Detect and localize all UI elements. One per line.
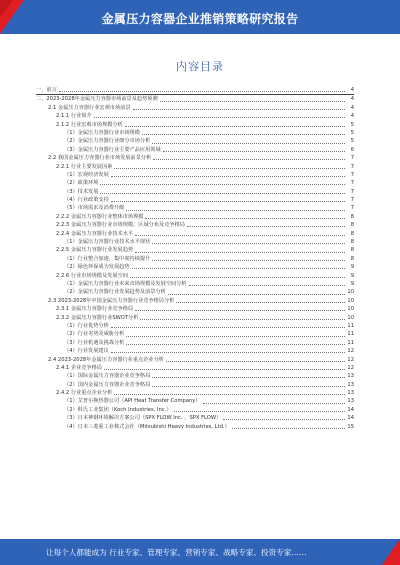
toc-entry[interactable]: [36, 137, 354, 145]
toc-entry[interactable]: [36, 305, 354, 313]
toc-entry-text: （2）国内金属压力容器企业竞争格局: [64, 381, 151, 388]
toc-page-number: 10: [347, 289, 354, 296]
toc-entry[interactable]: [36, 288, 354, 296]
header-bar: [0, 0, 400, 34]
toc-entry[interactable]: [36, 154, 354, 162]
toc-entry-text: 2.3.2 金属压力容器行业SWOT分析: [56, 314, 139, 321]
toc-page-number: 9: [350, 264, 354, 271]
toc-entry-text: （2）科氏工业集团（Koch Industries, Inc.）: [64, 406, 172, 413]
toc-entry[interactable]: [36, 171, 354, 179]
toc-entry[interactable]: [36, 356, 354, 364]
toc-leader-dots: [126, 336, 345, 337]
toc-leader-dots: [152, 377, 345, 378]
toc-page-number: 7: [350, 155, 354, 162]
toc-entry-text: 2.2.5 金属压力容器行业发展趋势: [56, 247, 134, 254]
toc-page-number: 10: [347, 297, 354, 304]
footer-red-corner: [382, 539, 400, 565]
toc-page-number: 8: [350, 255, 354, 262]
toc-entry[interactable]: [36, 213, 354, 221]
toc-leader-dots: [232, 428, 345, 429]
toc-leader-dots: [174, 411, 345, 412]
toc-page-number: 5: [350, 138, 354, 145]
toc-page-number: 4: [350, 104, 354, 111]
toc-entry-text: 2.2.4 金属压力容器行业技术水平: [56, 230, 134, 237]
toc-entry-text: 2.2.1 行业主要发展因素: [56, 163, 113, 170]
toc-entry-text: （1）艾普尔换热器公司（API Heat Transfer Company）: [64, 398, 201, 405]
toc-entry-text: （3）金属压力容器行业主要产品应用领域: [64, 146, 161, 153]
toc-leader-dots: [168, 294, 345, 295]
toc-entry-text: （4）行业发展建议: [64, 348, 109, 355]
toc-page-number: 6: [350, 146, 354, 153]
toc-entry[interactable]: [36, 86, 354, 95]
toc-entry-text: （2）行业劣势及威胁分析: [64, 331, 125, 338]
toc-entry[interactable]: [36, 146, 354, 154]
toc-entry-text: （2）金属压力容器行业发展趋势及前景分析: [64, 289, 166, 296]
toc-leader-dots: [142, 134, 345, 135]
toc-leader-dots: [189, 285, 345, 286]
toc-entry[interactable]: [36, 372, 354, 380]
toc-leader-dots: [163, 151, 345, 152]
toc-entry[interactable]: [36, 263, 354, 271]
toc-leader-dots: [152, 143, 345, 144]
toc-leader-dots: [133, 109, 345, 110]
toc-page-number: 7: [350, 197, 354, 204]
toc-entry-text: （3）技术发展: [64, 188, 99, 195]
toc-leader-dots: [135, 310, 345, 311]
toc-entry[interactable]: [36, 112, 354, 120]
toc-entry[interactable]: [36, 397, 354, 405]
toc-entry-text: 2.4.1 企业竞争格局: [56, 364, 102, 371]
toc-page-number: 7: [350, 188, 354, 195]
toc-entry[interactable]: [36, 188, 354, 196]
toc-page-number: 7: [350, 205, 354, 212]
toc-leader-dots: [125, 126, 345, 127]
toc-entry-text: 一、前言: [36, 87, 57, 93]
toc-page-number: 8: [350, 239, 354, 246]
toc-leader-dots: [130, 277, 345, 278]
toc-entry[interactable]: [36, 314, 354, 322]
toc-leader-dots: [59, 91, 345, 92]
toc-entry[interactable]: [36, 272, 354, 280]
toc-page-number: 7: [350, 171, 354, 178]
toc-page-number: 10: [347, 314, 354, 321]
toc-page-number: 13: [347, 390, 354, 397]
toc-entry[interactable]: [36, 339, 354, 347]
toc-page-number: 12: [347, 348, 354, 355]
footer-slogan: 让每个人都能成为 行业专家、管理专家、营销专家、战略专家、投资专家……: [46, 548, 307, 557]
toc-entry-text: （3）行业机遇及挑战分析: [64, 339, 125, 346]
toc-leader-dots: [153, 159, 345, 160]
toc-entry-text: 2.1.1 行业简介: [56, 113, 92, 120]
toc-page-number: 8: [350, 247, 354, 254]
toc-leader-dots: [145, 218, 345, 219]
toc-entry[interactable]: [36, 414, 354, 422]
toc-entry-text: （1）宏观经济发展: [64, 171, 109, 178]
toc-entry[interactable]: [36, 389, 354, 397]
toc-leader-dots: [104, 369, 345, 370]
toc-entry-text: （4）日本三菱重工业株式会社（Mitsubishi Heavy Industries, Ltd.）: [64, 423, 230, 430]
toc-page-number: 13: [347, 381, 354, 388]
toc-page-number: 9: [350, 272, 354, 279]
toc-entry-text: 2.2.6 行业市场规模及发展空间: [56, 272, 128, 279]
toc-leader-dots: [111, 352, 345, 353]
toc-entry-text: 二、2023-2028年金属压力容器市场前景及趋势预测: [36, 96, 158, 103]
toc-page-number: 9: [350, 280, 354, 287]
toc-leader-dots: [111, 201, 345, 202]
table-of-contents: [36, 86, 354, 431]
toc-entry[interactable]: [36, 406, 354, 414]
toc-entry[interactable]: [36, 246, 354, 254]
toc-entry[interactable]: [36, 322, 354, 330]
toc-page-number: 12: [347, 356, 354, 363]
toc-page-number: 8: [350, 222, 354, 229]
toc-entry[interactable]: [36, 423, 354, 431]
toc-entry[interactable]: [36, 238, 354, 246]
toc-page-number: 11: [347, 339, 354, 346]
toc-leader-dots: [135, 252, 345, 253]
toc-leader-dots: [152, 386, 345, 387]
toc-entry-text: 2.2 我国金属压力容器行业市场发展前景分析: [48, 155, 152, 162]
toc-entry-text: 2.4.2 行业重点企业分析: [56, 390, 113, 397]
toc-page-number: 8: [350, 230, 354, 237]
toc-leader-dots: [114, 394, 345, 395]
toc-heading: 内容目录: [176, 60, 224, 73]
toc-entry[interactable]: [36, 196, 354, 204]
toc-leader-dots: [100, 193, 345, 194]
toc-page-number: 4: [350, 96, 354, 103]
toc-entry[interactable]: [36, 179, 354, 187]
toc-entry[interactable]: [36, 381, 354, 389]
toc-entry-text: （2）绿色环保成为发展趋势: [64, 264, 130, 271]
toc-leader-dots: [140, 319, 345, 320]
toc-page-number: 15: [347, 423, 354, 430]
toc-entry[interactable]: [36, 163, 354, 171]
toc-entry-text: 2.3.1 金属压力容器行业竞争格局: [56, 306, 134, 313]
toc-leader-dots: [100, 184, 345, 185]
toc-entry[interactable]: [36, 104, 354, 112]
toc-page-number: 12: [347, 364, 354, 371]
toc-leader-dots: [126, 344, 345, 345]
toc-entry-text: 2.2.3 金属压力容器行业市场规模、区域分布及竞争格局: [56, 222, 185, 229]
toc-page-number: 13: [347, 398, 354, 405]
toc-entry[interactable]: [36, 364, 354, 372]
toc-page-number: 10: [347, 306, 354, 313]
toc-entry-text: 2.3 2023-2028年中国金属压力容器行业竞争格局分析: [48, 297, 175, 304]
toc-leader-dots: [94, 117, 345, 118]
toc-leader-dots: [176, 302, 345, 303]
toc-entry-text: （4）行业政策支持: [64, 197, 109, 204]
toc-entry-text: （1）行业整合加速，集中度持续提升: [64, 255, 151, 262]
toc-leader-dots: [203, 403, 345, 404]
toc-leader-dots: [152, 243, 345, 244]
toc-entry[interactable]: [36, 95, 354, 103]
toc-entry-text: 2.1.2 行业宏观市场规模分析: [56, 121, 123, 128]
toc-entry[interactable]: [36, 129, 354, 137]
toc-entry-text: 2.1 金属压力容器行业宏观市场前景: [48, 104, 131, 111]
toc-entry[interactable]: [36, 230, 354, 238]
toc-entry[interactable]: [36, 330, 354, 338]
toc-page-number: 8: [350, 213, 354, 220]
toc-leader-dots: [187, 226, 345, 227]
toc-entry-text: （2）金属压力容器行业细分市场分析: [64, 138, 151, 145]
toc-page-number: 14: [347, 415, 354, 422]
toc-page-number: 7: [350, 163, 354, 170]
toc-entry-text: （1）行业优势分析: [64, 322, 109, 329]
toc-entry-text: 2.2.2 金属压力容器行业整体市场规模: [56, 213, 144, 220]
toc-entry[interactable]: [36, 221, 354, 229]
toc-leader-dots: [223, 419, 345, 420]
toc-entry-text: （5）市场需求及消费升级: [64, 205, 125, 212]
toc-leader-dots: [135, 235, 345, 236]
toc-page-number: 5: [350, 129, 354, 136]
toc-leader-dots: [166, 361, 345, 362]
toc-page-number: 5: [350, 121, 354, 128]
toc-entry-text: （1）金属压力容器行业未来市场规模及发展空间分析: [64, 280, 187, 287]
toc-page-number: 4: [350, 113, 354, 120]
toc-entry[interactable]: [36, 255, 354, 263]
toc-entry[interactable]: [36, 280, 354, 288]
toc-leader-dots: [111, 176, 345, 177]
toc-page-number: 11: [347, 322, 354, 329]
footer-bar: [0, 539, 400, 565]
toc-page-number: 7: [350, 180, 354, 187]
toc-entry[interactable]: [36, 204, 354, 212]
toc-leader-dots: [152, 260, 345, 261]
toc-leader-dots: [126, 210, 345, 211]
toc-entry[interactable]: [36, 121, 354, 129]
toc-page-number: 4: [350, 87, 354, 93]
toc-entry-text: 2.4 2023-2028年金属压力容器行业重点企业分析: [48, 356, 164, 363]
toc-leader-dots: [160, 101, 345, 102]
toc-page-number: 11: [347, 331, 354, 338]
toc-entry-text: （1）国际金属压力容器企业竞争格局: [64, 373, 151, 380]
toc-leader-dots: [132, 268, 345, 269]
toc-entry-text: （2）政策环境: [64, 180, 99, 187]
toc-page-number: 13: [347, 373, 354, 380]
report-title: 金属压力容器企业推销策略研究报告: [101, 12, 299, 26]
toc-leader-dots: [114, 168, 345, 169]
toc-entry[interactable]: [36, 297, 354, 305]
toc-entry[interactable]: [36, 347, 354, 355]
toc-page-number: 14: [347, 406, 354, 413]
toc-entry-text: （1）金属压力容器行业市场规模: [64, 129, 140, 136]
toc-leader-dots: [111, 327, 345, 328]
toc-entry-text: （1）金属压力容器行业技术水平现状: [64, 239, 151, 246]
toc-entry-text: （3）日本神钢环境解决方案公司（SPX FLOW Inc. ，SPX FLOW）: [64, 415, 222, 422]
